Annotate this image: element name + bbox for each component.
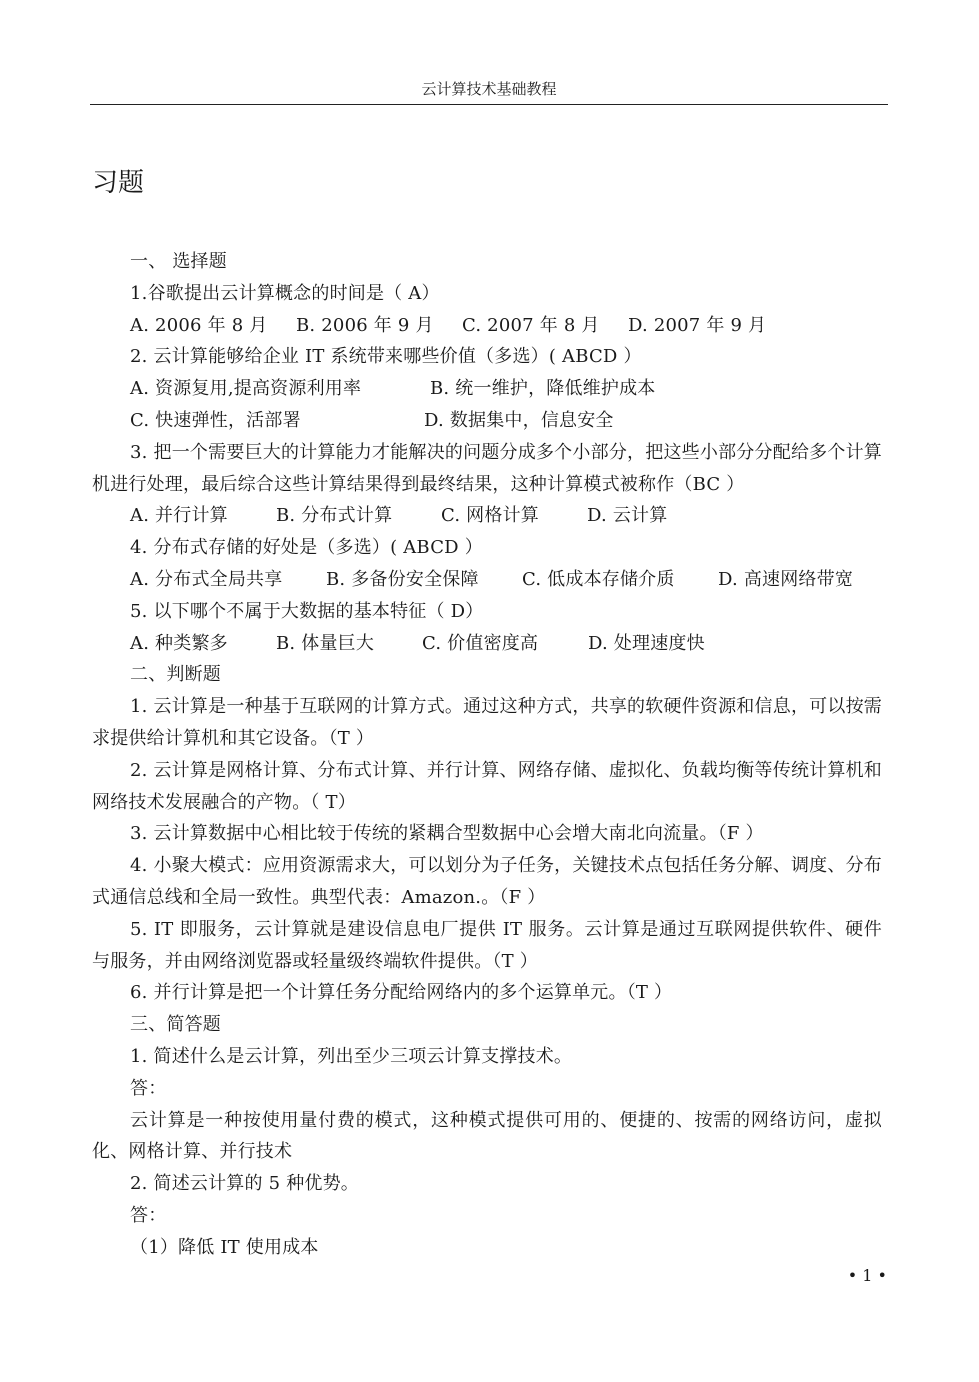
judgement-item: 2. 云计算是网格计算、分布式计算、并行计算、网络存储、虚拟化、负载均衡等传统计算机和网络技术发展融合的产物。（ T） [92,759,882,813]
option: A. 分布式全局共享 [130,568,283,590]
option: A. 种类繁多 [130,632,228,654]
question-4: 4. 分布式存储的好处是（多选）( ABCD ） [130,537,483,559]
question-3-options [92,500,882,532]
option: D. 数据集中，信息安全 [424,409,614,431]
option: B. 分布式计算 [276,505,393,527]
part3-heading: 三、简答题 [130,1014,221,1036]
answer-label: 答： [130,1077,167,1099]
option: A. 资源复用,提高资源利用率 [130,378,362,400]
answer-text-1: 云计算是一种按使用量付费的模式，这种模式提供可用的、便捷的、按需的网络访问，虚拟化、网格计算、并行技术 [92,1109,882,1163]
option: B. 体量巨大 [276,632,375,654]
question-2-options-row2 [92,405,882,437]
option: B. 多备份安全保障 [326,568,479,590]
question-4-options [92,564,882,596]
option: D. 高速网络带宽 [718,568,854,590]
running-header: 云计算技术基础教程 [90,78,888,105]
option: C. 快速弹性，活部署 [130,409,301,431]
question-3: 3. 把一个需要巨大的计算能力才能解决的问题分成多个小部分，把这些小部分分配给多个计算机进行处理，最后综合这些计算结果得到最终结果，这种计算模式被称作（BC ） [92,441,882,495]
option: D. 云计算 [587,505,668,527]
question-5: 5. 以下哪个不属于大数据的基本特征（ D） [130,600,484,622]
section-title: 习题 [92,168,145,198]
option: A. 并行计算 [130,505,228,527]
option: A. 2006 年 8 月 [130,314,268,336]
option: C. 价值密度高 [422,632,539,654]
question-5-options [92,628,882,660]
option: C. 2007 年 8 月 [462,314,600,336]
judgement-item: 3. 云计算数据中心相比较于传统的紧耦合型数据中心会增大南北向流量。（F ） [130,823,764,845]
part1-heading: 一、 选择题 [130,251,227,272]
judgement-item: 5. IT 即服务，云计算就是建设信息电厂提供 IT 服务。云计算是通过互联网提供软件、硬件与服务，并由网络浏览器或轻量级终端软件提供。（T ） [92,918,882,972]
short-answer-question-1: 1. 简述什么是云计算，列出至少三项云计算支撑技术。 [130,1045,573,1067]
part2-heading: 二、判断题 [130,664,221,686]
option: C. 网格计算 [441,505,539,527]
option: B. 统一维护，降低维护成本 [430,378,656,400]
question-2-options-row1 [92,373,882,405]
question-2: 2. 云计算能够给企业 IT 系统带来哪些价值（多选）( ABCD ） [130,346,642,368]
document-body [92,246,882,1264]
judgement-item: 4. 小聚大模式：应用资源需求大，可以划分为子任务，关键技术点包括任务分解、调度、分布式通信总线和全局一致性。典型代表：Amazon.。（F ） [92,855,882,908]
answer-label: 答： [130,1204,167,1226]
option: B. 2006 年 9 月 [296,314,434,336]
answer-item: （1）降低 IT 使用成本 [130,1236,319,1258]
page-number: • 1 • [847,1266,887,1285]
question-1: 1.谷歌提出云计算概念的时间是（ A） [130,282,440,304]
option: D. 处理速度快 [588,632,705,654]
question-1-options [92,310,882,342]
judgement-item: 6. 并行计算是把一个计算任务分配给网络内的多个运算单元。（T ） [130,982,673,1004]
option: D. 2007 年 9 月 [628,314,767,336]
option: C. 低成本存储介质 [522,568,675,590]
short-answer-question-2: 2. 简述云计算的 5 种优势。 [130,1173,359,1195]
judgement-item: 1. 云计算是一种基于互联网的计算方式。通过这种方式，共享的软硬件资源和信息，可以按需求提供给计算机和其它设备。（T ） [92,696,882,749]
